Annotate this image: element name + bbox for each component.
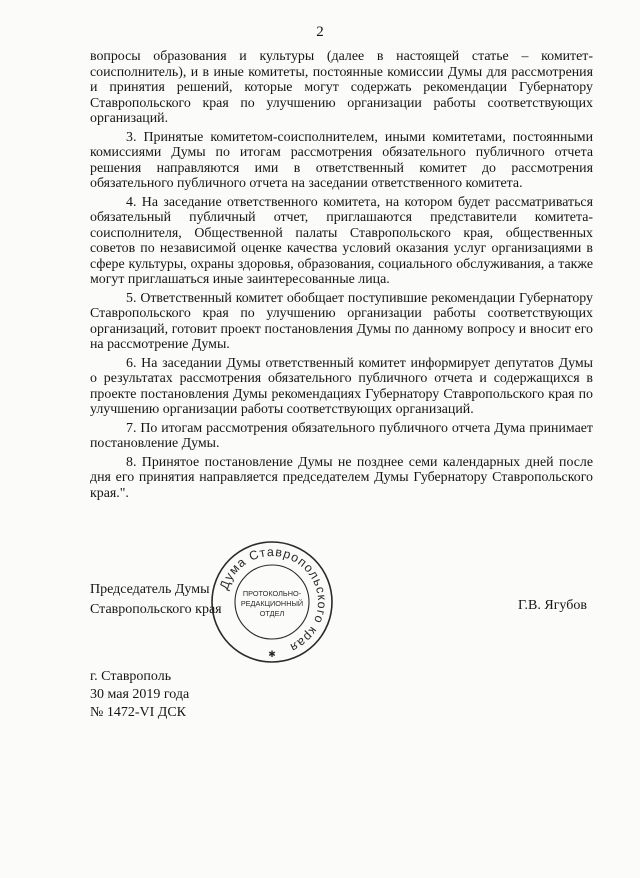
document-body — [90, 49, 593, 504]
seal-center-line2: РЕДАКЦИОННЫЙ — [240, 599, 304, 608]
paragraph-7: 7. По итогам рассмотрения обязательного публичного отчета Дума принимает постановление Думы. — [90, 420, 593, 451]
seal-center-line3: ОТДЕЛ — [259, 609, 285, 618]
paragraph-continuation: вопросы образования и культуры (далее в настоящей статье – комитет-соисполнитель), и в иные комитеты, постоянные комиссии Думы для рассмотрения и принятия решений, которые могут содержать рекомендации Губернатору Ставропольского края по улучшению организации работы соответствующих организаций. — [90, 49, 593, 126]
page-number: 2 — [316, 24, 324, 40]
paragraph-3: 3. Принятые комитетом-соисполнителем, иными комитетами, постоянными комиссиями Думы по итогам рассмотрения обязательного публичного отчета решения направляются ими в ответственный комитет до рассмотрения обязательного публичного отчета на заседании ответственного комитета. — [90, 129, 593, 191]
footer-city: г. Ставрополь — [90, 669, 172, 684]
paragraph-6: 6. На заседании Думы ответственный комитет информирует депутатов Думы о результатах рассмотрения обязательного публичного отчета и содержащихся в проекте постановления Думы рекомендациях Губернатору Ставропольского края по улучшению организации работы соответствующих организаций. — [90, 355, 593, 417]
paragraph-4: 4. На заседание ответственного комитета, на котором будет рассматриваться обязательный публичный отчет, приглашаются представители комитета-соисполнителя, Общественной палаты Ставропольского края, общественных советов по независимой оценке качества условий оказания услуг организациями в сфере культуры, охраны здоровья, образования, социального обслуживания, а также могут приглашаться иные заинтересованные лица. — [90, 194, 593, 287]
seal-center-line1: ПРОТОКОЛЬНО- — [242, 589, 302, 598]
signatory-title-line1: Председатель Думы — [90, 582, 210, 597]
signatory-title — [90, 580, 222, 620]
paragraph-8: 8. Принятое постановление Думы не позднее семи календарных дней после дня его принятия направляется председателем Думы Губернатору Ставропольского края.". — [90, 454, 593, 501]
document-footer — [90, 668, 189, 722]
footer-date: 30 мая 2019 года — [90, 687, 190, 702]
seal-star-icon: ✱ — [268, 649, 276, 659]
signatory-name: Г.В. Ягубов — [518, 598, 587, 613]
footer-number: № 1472-VI ДСК — [90, 705, 187, 720]
paragraph-5: 5. Ответственный комитет обобщает поступившие рекомендации Губернатору Ставропольского края по улучшению организации работы соответствующих организаций, готовит проект постановления Думы по данному вопросу и вносит его на рассмотрение Думы. — [90, 290, 593, 352]
signatory-title-line2: Ставропольского края — [90, 602, 222, 617]
official-seal — [208, 538, 336, 666]
seal-ring-text: Дума Ставропольского края — [216, 544, 330, 655]
